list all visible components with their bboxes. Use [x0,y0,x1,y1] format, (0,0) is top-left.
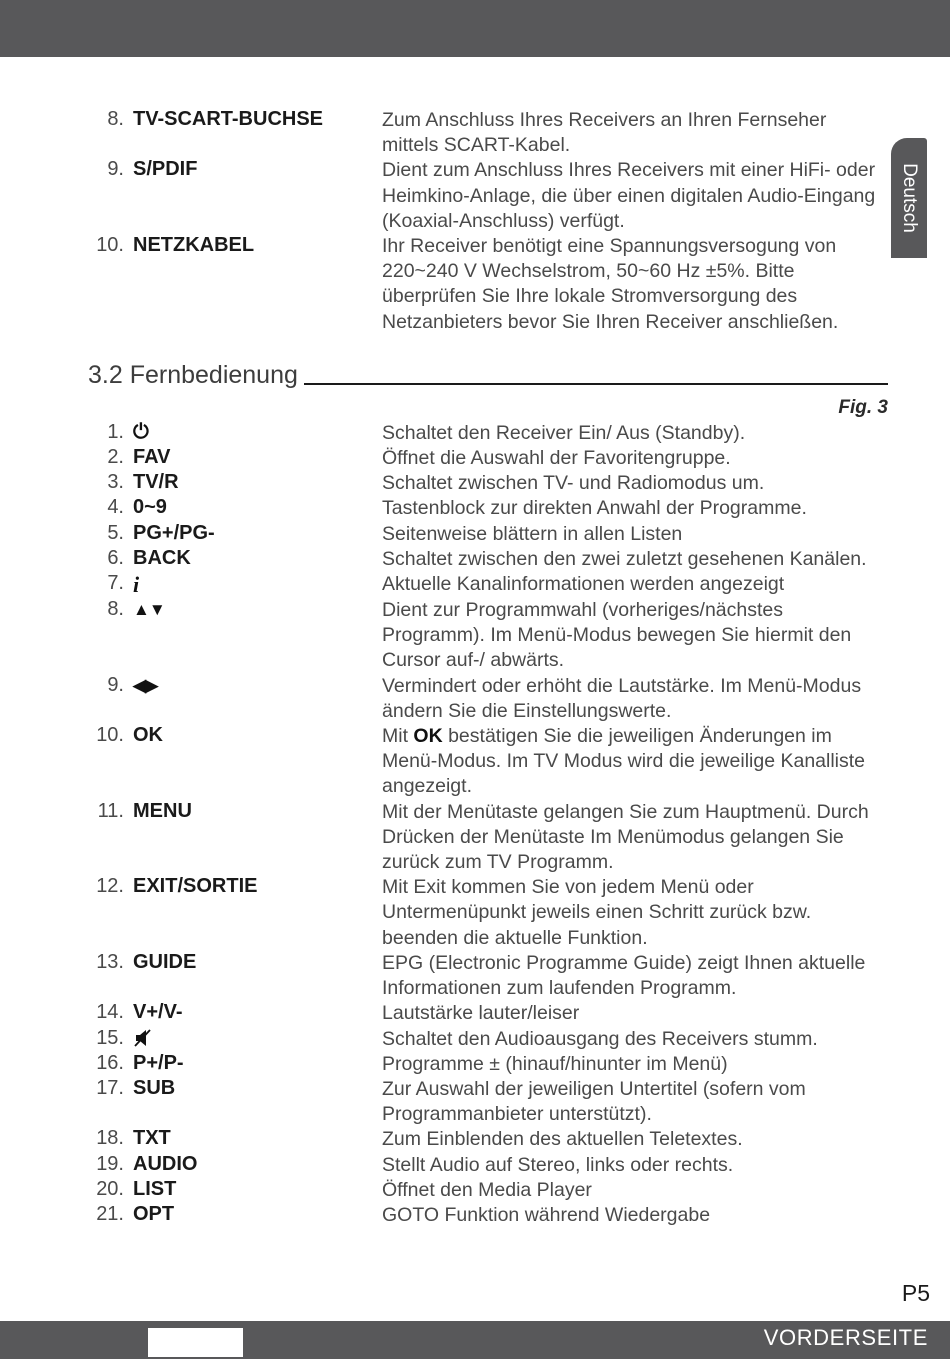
section-rule [304,383,888,385]
language-tab-label: Deutsch [899,163,920,233]
definition-row [88,471,888,496]
item-number: 9. [107,158,124,181]
item-term: BACK [133,546,191,569]
footer-white-block [148,1328,243,1357]
item-number: 3. [107,471,124,494]
item-number: 10. [96,724,124,747]
item-term: V+/V- [133,1001,183,1024]
mute-icon [133,1028,155,1048]
remote-key-list [88,421,888,1228]
item-number: 20. [96,1177,124,1200]
item-term: TXT [133,1127,171,1150]
item-description: Zum Anschluss Ihres Receivers an Ihren Fernseher mittels SCART-Kabel. [382,109,827,157]
definition-row [88,108,888,158]
item-term: SUB [133,1076,176,1099]
item-description: Mit Exit kommen Sie von jedem Menü oder Untermenüpunkt jeweils einen Schritt zurück bzw. beenden die aktuelle Funktion. [382,876,812,949]
item-term: LIST [133,1177,177,1200]
definition-row [88,421,888,446]
item-description: Tastenblock zur direkten Anwahl der Programme. [382,497,807,520]
item-number: 4. [107,496,124,519]
bottom-decorative-bar [0,1321,950,1359]
item-description: Dient zum Anschluss Ihres Receivers mit einer HiFi- oder Heimkino-Anlage, die über einen digitalen Audio-Eingang (Koaxial-Anschluss) verfügt. [382,159,876,232]
info-icon: i [133,572,140,598]
definition-row [88,1052,888,1077]
definition-row [88,674,888,724]
item-number: 17. [96,1076,124,1099]
section-title: 3.2 Fernbedienung [88,360,298,389]
item-number: 9. [107,673,124,696]
definition-row [88,1001,888,1026]
item-description: Seitenweise blättern in allen Listen [382,522,683,545]
item-description: Dient zur Programmwahl (vorheriges/nächstes Programm). Im Menü-Modus bewegen Sie hiermit den Cursor auf-/ abwärts. [382,599,852,672]
page-number: P5 [901,1280,930,1306]
item-term: S/PDIF [133,158,198,181]
item-number: 12. [96,875,124,898]
item-term: PG+/PG- [133,521,215,544]
item-number: 2. [107,446,124,469]
definition-row [88,1027,888,1052]
definition-row [88,598,888,674]
definition-row [88,496,888,521]
item-term: FAV [133,446,171,469]
item-number: 7. [107,572,124,595]
definition-row [88,572,888,598]
connections-list [88,108,888,335]
item-number: 8. [107,598,124,621]
definition-row [88,1203,888,1228]
item-number: 16. [96,1051,124,1074]
item-number: 5. [107,521,124,544]
power-icon: ⏻ [133,420,149,443]
item-description: EPG (Electronic Programme Guide) zeigt Ihnen aktuelle Informationen zum laufenden Programm. [382,951,866,1000]
item-term: AUDIO [133,1152,198,1175]
definition-row [88,1077,888,1127]
item-number: 19. [96,1152,124,1175]
item-description: Öffnet den Media Player [382,1178,592,1201]
language-tab [891,138,927,258]
item-description: Zum Einblenden des aktuellen Teletextes. [382,1128,743,1151]
item-description: Aktuelle Kanalinformationen werden angezeigt [382,573,785,596]
definition-row [88,234,888,335]
item-term: TV-SCART-BUCHSE [133,108,324,130]
item-number: 14. [96,1001,124,1024]
item-term [124,598,382,621]
item-term [124,1027,382,1050]
item-term [124,572,382,598]
definition-row [88,547,888,572]
definition-row [88,1178,888,1203]
item-term: P+/P- [133,1051,184,1074]
item-description: Vermindert oder erhöht die Lautstärke. Im Menü-Modus ändern Sie die Einstellungswerte. [382,674,862,722]
item-term: NETZKABEL [133,234,255,257]
item-description: Mit der Menütaste gelangen Sie zum Hauptmenü. Durch Drücken der Menütaste Im Menümodus gelangen Sie zurück zum TV Programm. [382,800,869,874]
definition-row [88,724,888,800]
item-term [124,421,382,444]
page-content [88,108,888,1228]
item-description: Stellt Audio auf Stereo, links oder rechts. [382,1153,734,1176]
item-number: 13. [96,950,124,973]
item-term: TV/R [133,471,179,494]
section-heading-remote [88,361,888,395]
definition-row [88,1153,888,1178]
item-number: 11. [97,799,124,822]
item-description: Zur Auswahl der jeweiligen Untertitel (sofern vom Programmanbieter unterstützt). [382,1077,806,1126]
footer-caption: VORDERSEITE [763,1325,928,1350]
item-description: Programme ± (hinauf/hinunter im Menü) [382,1052,728,1075]
item-description: Schaltet den Receiver Ein/ Aus (Standby). [382,421,746,444]
item-number: 15. [96,1026,124,1049]
definition-row [88,875,888,951]
item-description: Schaltet zwischen TV- und Radiomodus um. [382,472,765,495]
item-number: 1. [107,420,124,443]
item-description: GOTO Funktion während Wiedergabe [382,1203,711,1226]
item-number: 8. [107,108,124,130]
definition-row [88,1127,888,1152]
item-term: OPT [133,1202,175,1225]
definition-row [88,951,888,1001]
definition-row [88,446,888,471]
item-term [124,674,382,697]
item-number: 18. [96,1127,124,1150]
definition-row [88,522,888,547]
item-description: Ihr Receiver benötigt eine Spannungsversogung von 220~240 V Wechselstrom, 50~60 Hz ±5%. Bitte überprüfen Sie Ihre lokale Stromversorgung des Netzanbieters bevor Sie Ihren Receiver anschließen. [382,235,839,333]
item-number: 10. [96,234,124,257]
item-term: OK [133,724,163,747]
item-term: MENU [133,799,192,822]
item-term: 0~9 [133,496,167,519]
figure-label: Fig. 3 [838,396,888,418]
item-term: GUIDE [133,950,197,973]
up-down-arrow-icon: ▲▼ [133,600,165,620]
top-decorative-bar [0,0,950,57]
definition-row [88,800,888,876]
item-description: Mit OK bestätigen Sie die jeweiligen Änderungen im Menü-Modus. Im TV Modus wird die jeweilige Kanalliste angezeigt. [382,725,866,798]
left-right-arrow-icon: ◀▶ [133,675,158,695]
item-description: Öffnet die Auswahl der Favoritengruppe. [382,447,731,470]
item-number: 6. [107,546,124,569]
definition-row [88,158,888,234]
item-description: Lautstärke lauter/leiser [382,1002,580,1025]
item-number: 21. [96,1202,124,1225]
item-description: Schaltet den Audioausgang des Receivers stumm. [382,1027,818,1050]
item-term: EXIT/SORTIE [133,875,258,898]
item-description: Schaltet zwischen den zwei zuletzt gesehenen Kanälen. [382,547,867,570]
